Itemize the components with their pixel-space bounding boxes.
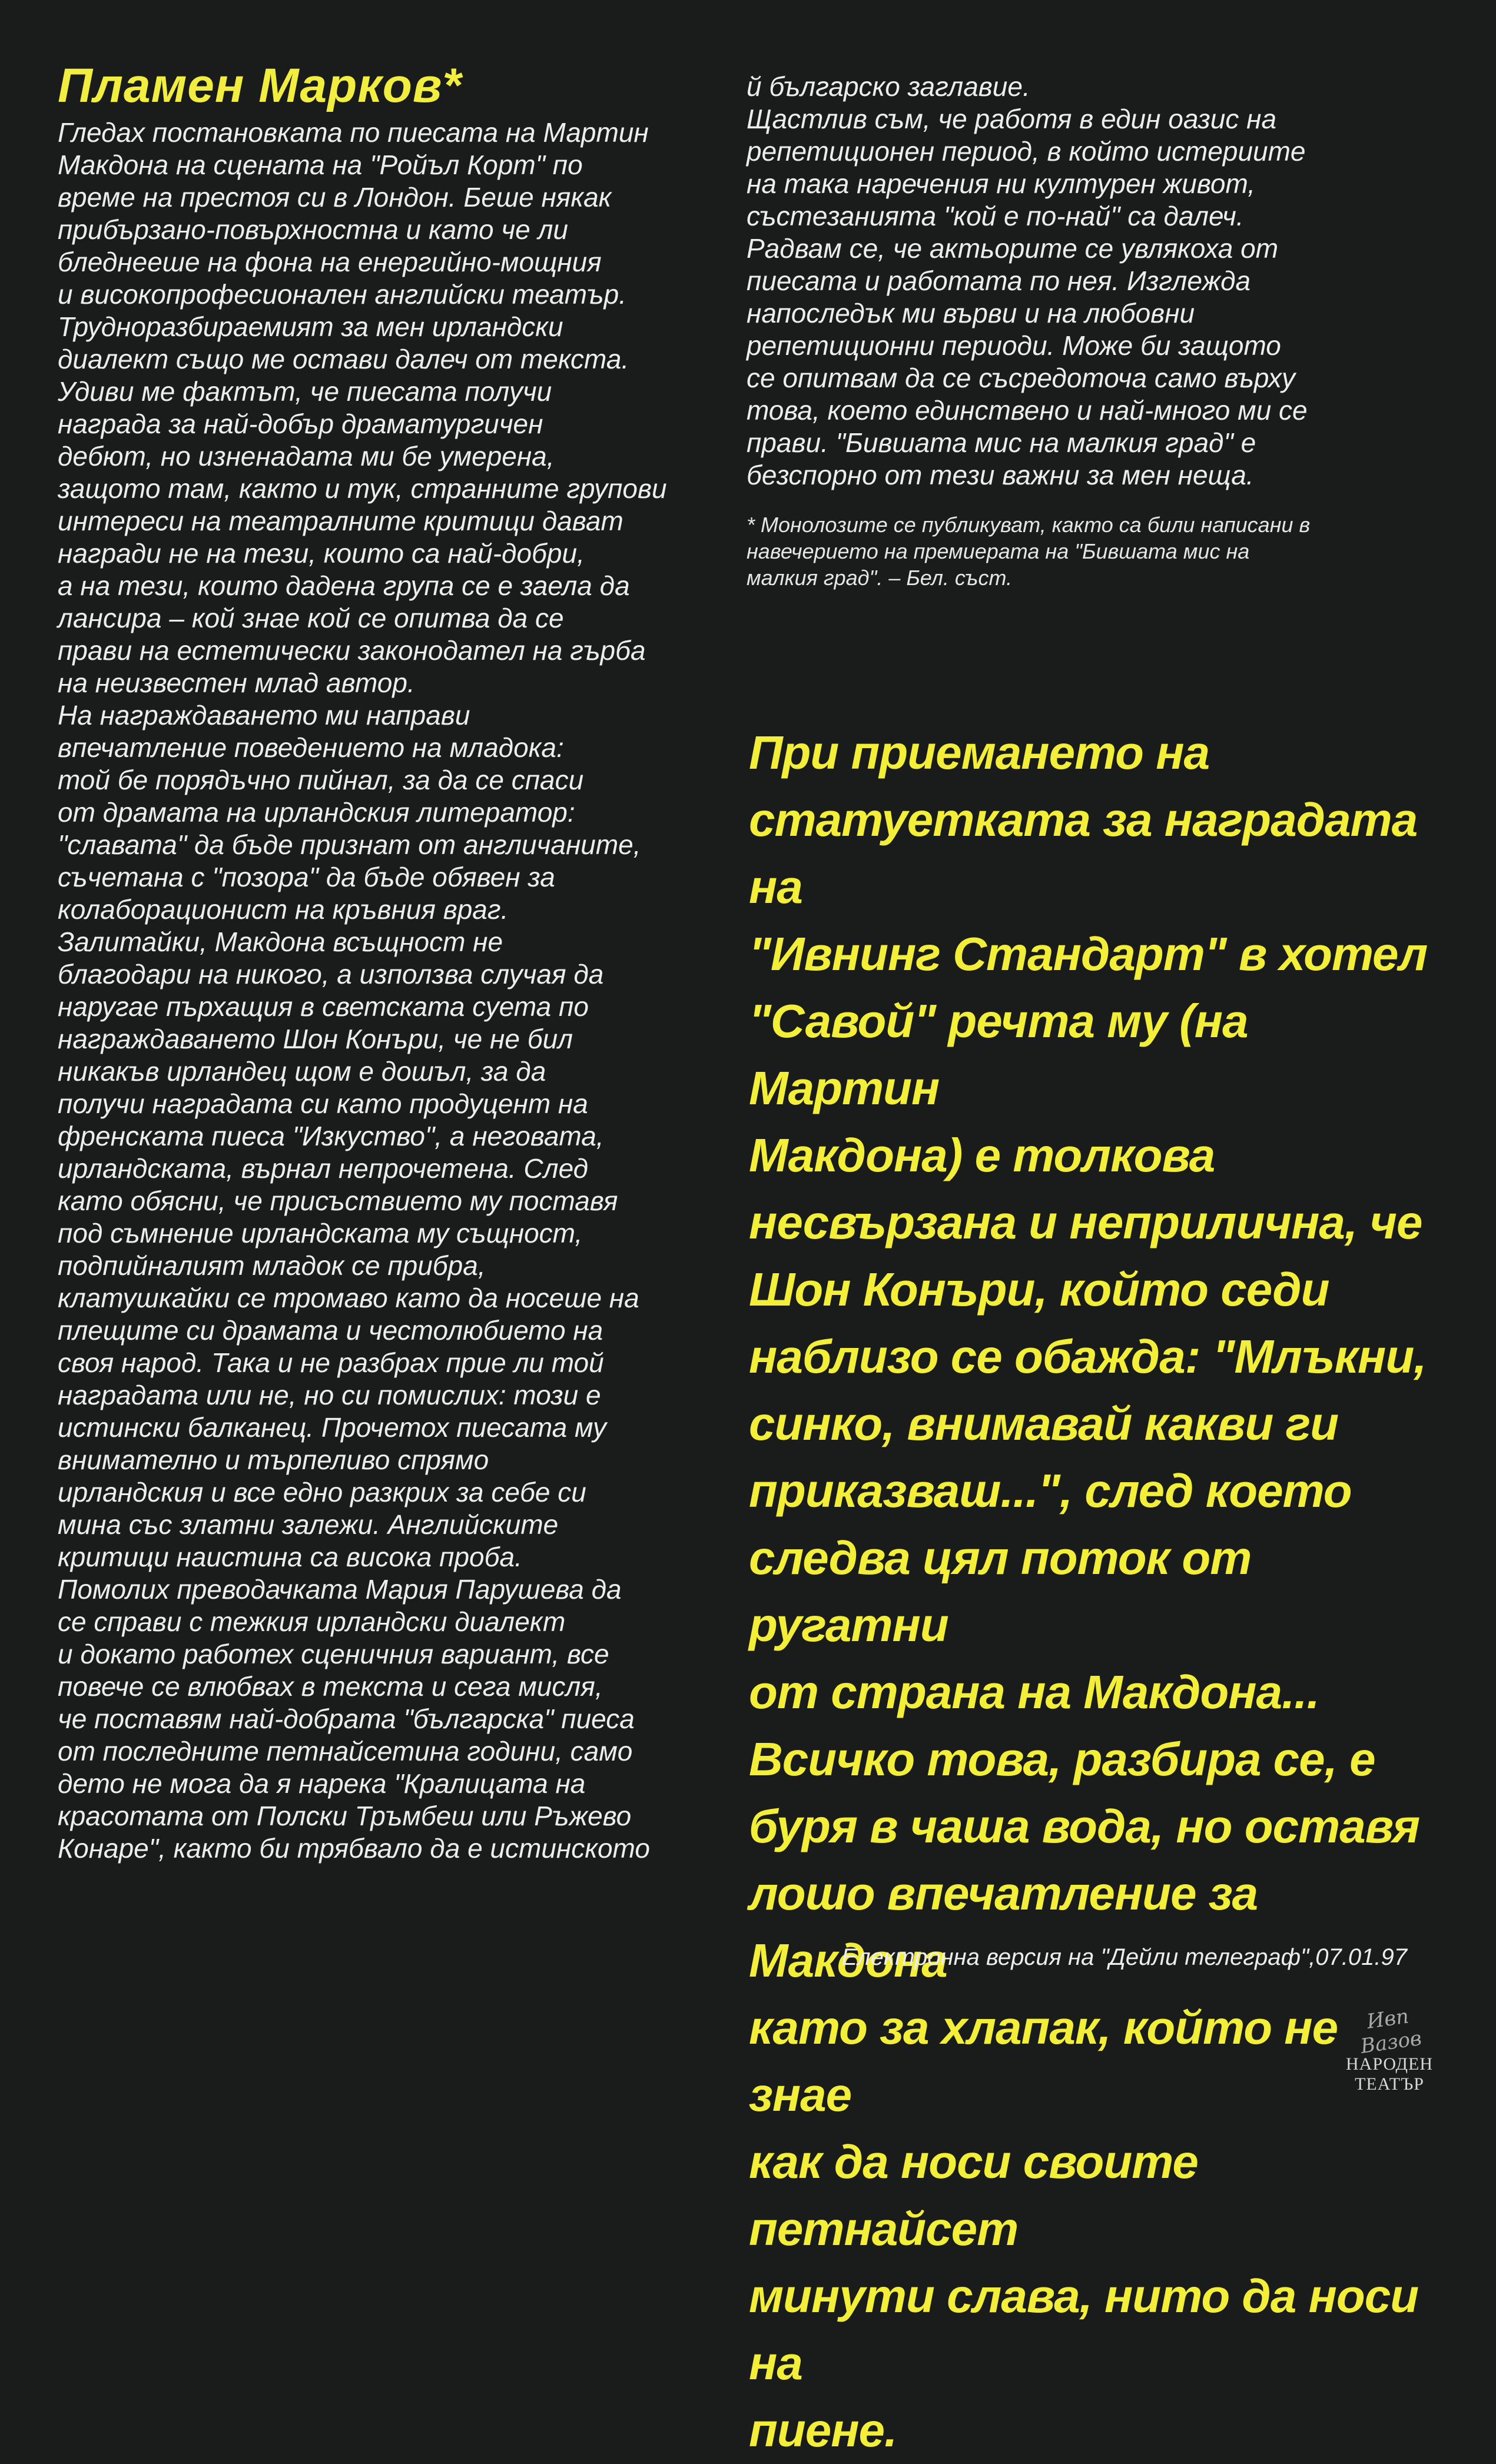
logo-line-1: НАРОДЕН	[1345, 2054, 1433, 2074]
editor-footnote: * Монолозите се публикуват, както са били написани в навечерието на премиерата на "Бившата мис на малкия град". – Бел. съст.	[747, 513, 1311, 590]
pull-quote: При приемането на статуетката за наградата на "Ивнинг Стандарт" в хотел "Савой" речта му (на Мартин Макдона) е толкова несвързана и неприлична, че Шон Конъри, който седи наблизо се обажда: "Млъкни, синко, внимавай какви ги приказваш...", след което следва цял поток от ругатни от страна на Макдона... Всичко това, разбира се, е буря в чаша вода, но оставя лошо впечатление за Макдона като за хлапак, който не знае как да носи своите петнайсет минути слава, нито да носи на пиене.	[749, 726, 1428, 2456]
logo-line-2: ТЕАТЪР	[1355, 2074, 1424, 2094]
left-monologue-text: Гледах постановката по пиесата на Мартин Макдона на сцената на "Ройъл Корт" по време на престоя си в Лондон. Беше някак прибързано-повърхностна и като че ли бледнееше на фона на енергийно-мощния и високопрофесионален английски театър. Трудноразбираемият за мен ирландски диалект също ме остави далеч от текста. Удиви ме фактът, че пиесата получи награда за най-добър драматургичен дебют, но изненадата ми бе умерена, защото там, както и тук, странните групови интереси на театралните критици дават награди не на тези, които са най-добри, а на тези, които дадена група се е заела да лансира – кой знае кой се опитва да се прави на естетически законодател на гърба на неизвестен млад автор. На награждаването ми направи впечатление поведението на младока: той бе порядъчно пийнал, за да се спаси от драмата на ирландския литератор: "славата" да бъде признат от англичаните, съчетана с "позора" да бъде обявен за колаборационист на кръвния враг. Залитайки, Макдона всъщност не благодари на никого, а използва случая да наругае пърхащия в светската суета по награждаването Шон Конъри, че не бил никакъв ирландец щом е дошъл, за да получи наградата си като продуцент на френската пиеса "Изкуство", а неговата, ирландската, върнал непрочетена. След като обясни, че присъствието му поставя под съмнение ирландската му същност, подпийналият младок се прибра, клатушкайки се тромаво като да носеше на плещите си драмата и честолюбието на своя народ. Така и не разбрах прие ли той наградата или не, но си помислих: този е истински балканец. Прочетох пиесата му внимателно и търпеливо спрямо ирландския и все едно разкрих за себе си мина със златни залежи. Английските критици наистина са висока проба. Помолих преводачката Мария Парушева да се справи с тежкия ирландски диалект и докато работех сценичния вариант, все повече се влюбвах в текста и сега мисля, че поставям най-добрата "българска" пиеса от последните петнайсетина години, само дето не мога да я нарека "Кралицата на красотата от Полски Тръмбеш или Ръжево Конаре", както би трябвало да е истинското	[58, 117, 667, 1864]
right-column	[747, 71, 1441, 591]
national-theatre-logo	[1342, 2004, 1437, 2096]
author-title: Пламен Марков*	[58, 59, 462, 112]
left-column	[58, 57, 723, 1865]
logo-signature: Ивп Вазов	[1359, 2004, 1424, 2058]
right-monologue-text: й българско заглавие. Щастлив съм, че работя в един оазис на репетиционен период, в който истериите на така наречения ни културен живот, състезанията "кой е по-най" са далеч. Радвам се, че актьорите се увлякоха от пиесата и работата по нея. Изглежда напоследък ми върви и на любовни репетиционни периоди. Може би защото се опитвам да се съсредоточа само върху това, което единствено и най-много ми се прави. "Бившата мис на малкия град" е безспорно от тези важни за мен неща.	[747, 71, 1308, 490]
quote-source: Електронна версия на "Дейли телеграф",07.01.97	[841, 1944, 1407, 1970]
